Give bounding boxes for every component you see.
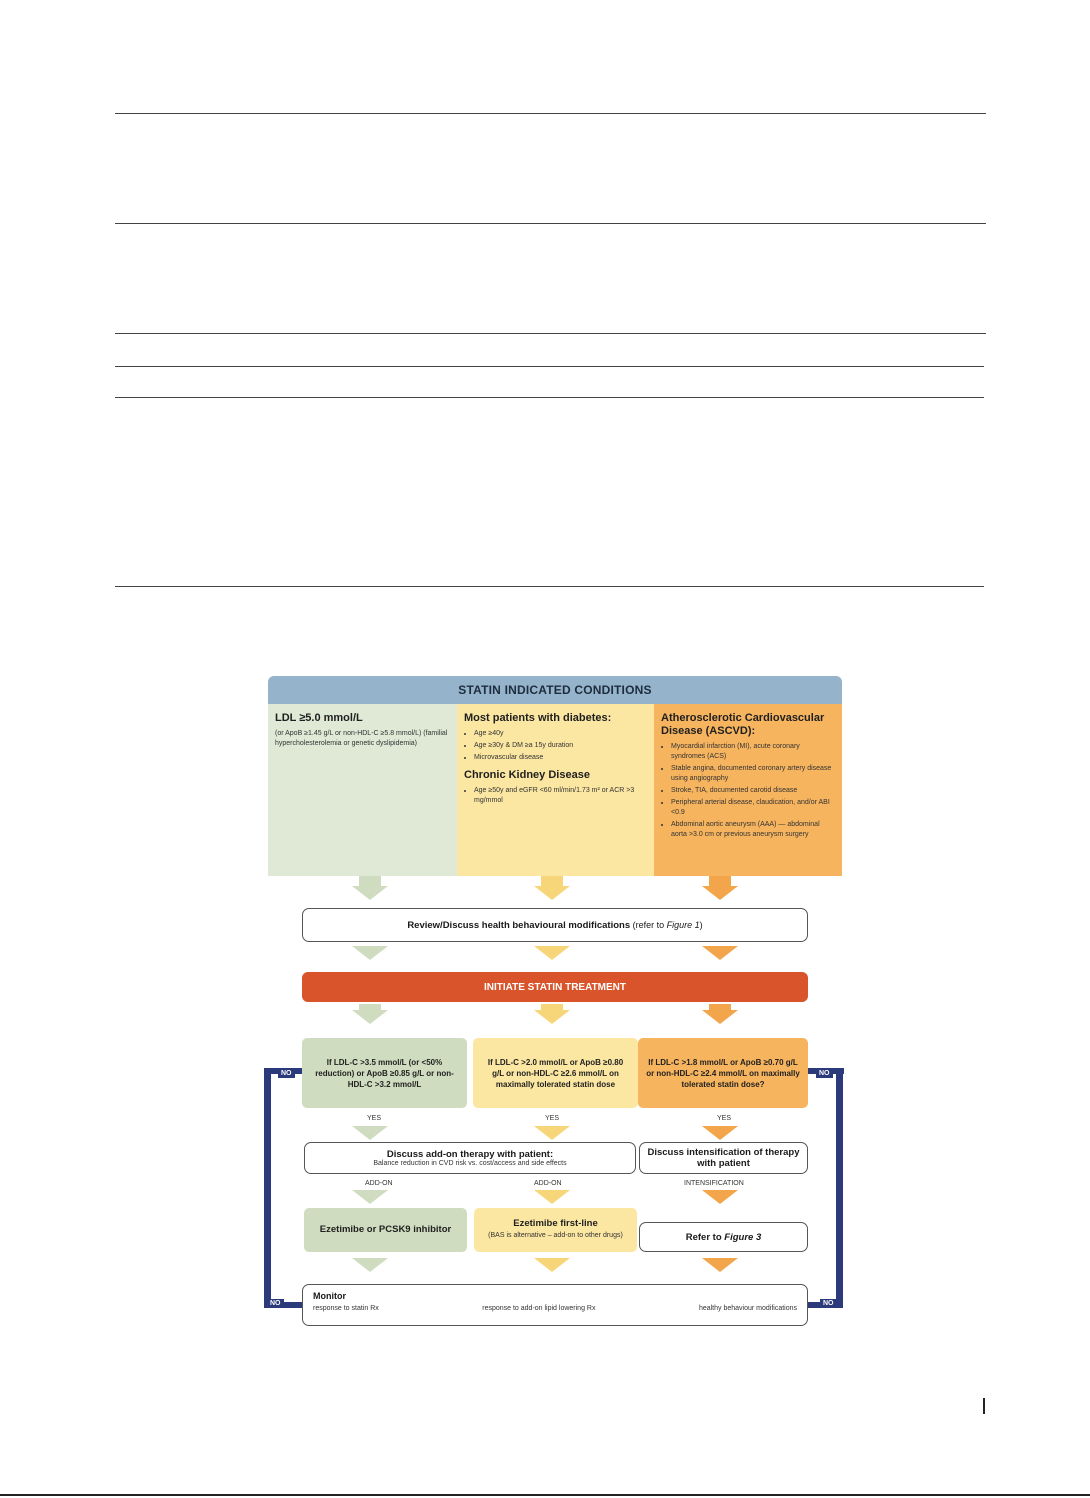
refer-prefix: Refer to (685, 1231, 725, 1243)
down-arrow-icon (702, 1010, 738, 1024)
condition-diabetes-box: If LDL-C >2.0 mmol/L or ApoB ≥0.80 g/L or non-HDL-C ≥2.6 mmol/L on maximally tolerated statin dose (473, 1038, 638, 1108)
column-ldl-note: (or ApoB ≥1.45 g/L or non-HDL-C ≥5.8 mmol/L) (familial hypercholesterolemia or genetic dyslipidemia) (275, 730, 448, 747)
no-tag-left-top: NO (278, 1069, 295, 1078)
down-arrow-icon (352, 1190, 388, 1204)
no-tag-right-bottom: NO (820, 1299, 837, 1308)
column-ascvd (654, 704, 842, 876)
therapy-ezetimibe-first-line (474, 1208, 637, 1252)
refer-figure3-box (639, 1222, 808, 1252)
down-arrow-icon (702, 946, 738, 960)
table-rule-4 (115, 366, 984, 367)
discuss-intensify-box (639, 1142, 808, 1174)
condition-ldl-box: If LDL-C >3.5 mmol/L (or <50% reduction) or ApoB ≥0.85 g/L or non-HDL-C >3.2 mmol/L (302, 1038, 467, 1108)
condition-ascvd-box: If LDL-C >1.8 mmol/L or ApoB ≥0.70 g/L or non-HDL-C ≥2.4 mmol/L on maximally tolerated statin dose? (638, 1038, 808, 1108)
down-arrow-icon (534, 1190, 570, 1204)
list-item: • Age ≥40y (474, 729, 647, 739)
no-loop-left-vertical (264, 1068, 271, 1308)
table-rule-5 (115, 397, 984, 398)
table-rule-6 (115, 586, 984, 587)
addon-label: ADD-ON (365, 1180, 393, 1187)
intensification-label: INTENSIFICATION (684, 1180, 744, 1187)
yes-label: YES (367, 1115, 382, 1122)
down-arrow-icon (534, 1126, 570, 1140)
list-item: • Age ≥30y & DM ≥a 15y duration (474, 741, 647, 751)
column-ldl-title: LDL ≥5.0 mmol/L (275, 712, 363, 724)
review-ref-suffix: ) (699, 919, 703, 930)
discuss-intensify-text: Discuss intensification of therapy with patient (647, 1147, 800, 1169)
down-arrow-icon (352, 1010, 388, 1024)
column-ascvd-title: Atherosclerotic Cardiovascular Disease (ASCVD): (661, 712, 825, 737)
no-tag-left-bottom: NO (267, 1299, 284, 1308)
down-arrow-icon (534, 1258, 570, 1272)
therapy-ezetimibe-first-line-title: Ezetimibe first-line (513, 1218, 598, 1229)
therapy-ezetimibe-pcsk9 (304, 1208, 467, 1252)
monitor-title: Monitor (313, 1291, 346, 1301)
list-item: • Abdominal aortic aneurysm (AAA) — abdominal aorta >3.0 cm or previous aneurysm surgery (671, 820, 835, 840)
monitor-item: response to statin Rx (313, 1305, 379, 1312)
statin-flowchart (264, 674, 846, 1326)
yes-label: YES (545, 1115, 560, 1122)
down-arrow-icon (352, 946, 388, 960)
list-item: • Myocardial infarction (MI), acute coronary syndromes (ACS) (671, 742, 835, 762)
monitor-item: response to add-on lipid lowering Rx (482, 1305, 596, 1312)
list-item: • Stable angina, documented coronary artery disease using angiography (671, 764, 835, 784)
addon-label: ADD-ON (534, 1180, 562, 1187)
table-rule-2 (115, 223, 986, 224)
review-ref-figure: Figure 1 (666, 919, 700, 930)
down-arrow-icon (702, 886, 738, 900)
page-bottom-rule (0, 1494, 1090, 1496)
down-arrow-icon (702, 1126, 738, 1140)
refer-figure: Figure 3 (724, 1231, 762, 1243)
list-item: • Peripheral arterial disease, claudication, and/or ABI <0.9 (671, 798, 835, 818)
flowchart-banner: STATIN INDICATED CONDITIONS (268, 676, 842, 704)
list-item: • Microvascular disease (474, 753, 647, 763)
yes-label: YES (717, 1115, 732, 1122)
no-tag-right-top: NO (816, 1069, 833, 1078)
down-arrow-icon (534, 886, 570, 900)
review-text: Review/Discuss health behavioural modifications (407, 919, 631, 931)
therapy-ezetimibe-first-line-sub: (BAS is alternative – add-on to other drugs) (488, 1232, 623, 1239)
review-behaviour-box (302, 908, 808, 942)
column-ldl (268, 704, 457, 876)
no-loop-right-vertical (836, 1068, 843, 1308)
down-arrow-icon (534, 946, 570, 960)
down-arrow-icon (702, 1258, 738, 1272)
therapy-ezetimibe-pcsk9-title: Ezetimibe or PCSK9 inhibitor (319, 1224, 452, 1235)
down-arrow-icon (352, 1126, 388, 1140)
column-ckd-title: Chronic Kidney Disease (464, 769, 590, 781)
monitor-item: healthy behaviour modifications (698, 1305, 797, 1312)
table-rule-3 (115, 333, 986, 334)
review-ref-prefix: (refer to (632, 919, 667, 930)
initiate-statin-bar: INITIATE STATIN TREATMENT (302, 972, 808, 1002)
monitor-box (302, 1284, 808, 1326)
down-arrow-icon (534, 1010, 570, 1024)
discuss-addon-box (304, 1142, 636, 1174)
down-arrow-icon (702, 1190, 738, 1204)
discuss-addon-title: Discuss add-on therapy with patient: (386, 1149, 554, 1160)
column-diabetes-title: Most patients with diabetes: (464, 712, 612, 724)
table-rule-1 (115, 113, 986, 114)
list-item: • Stroke, TIA, documented carotid disease (671, 786, 835, 796)
discuss-addon-sub: Balance reduction in CVD risk vs. cost/access and side effects (373, 1160, 567, 1167)
column-diabetes (457, 704, 654, 876)
down-arrow-icon (352, 886, 388, 900)
down-arrow-icon (352, 1258, 388, 1272)
page-marker (983, 1398, 985, 1414)
list-item: • Age ≥50y and eGFR <60 ml/min/1.73 m² or ACR >3 mg/mmol (474, 786, 647, 806)
